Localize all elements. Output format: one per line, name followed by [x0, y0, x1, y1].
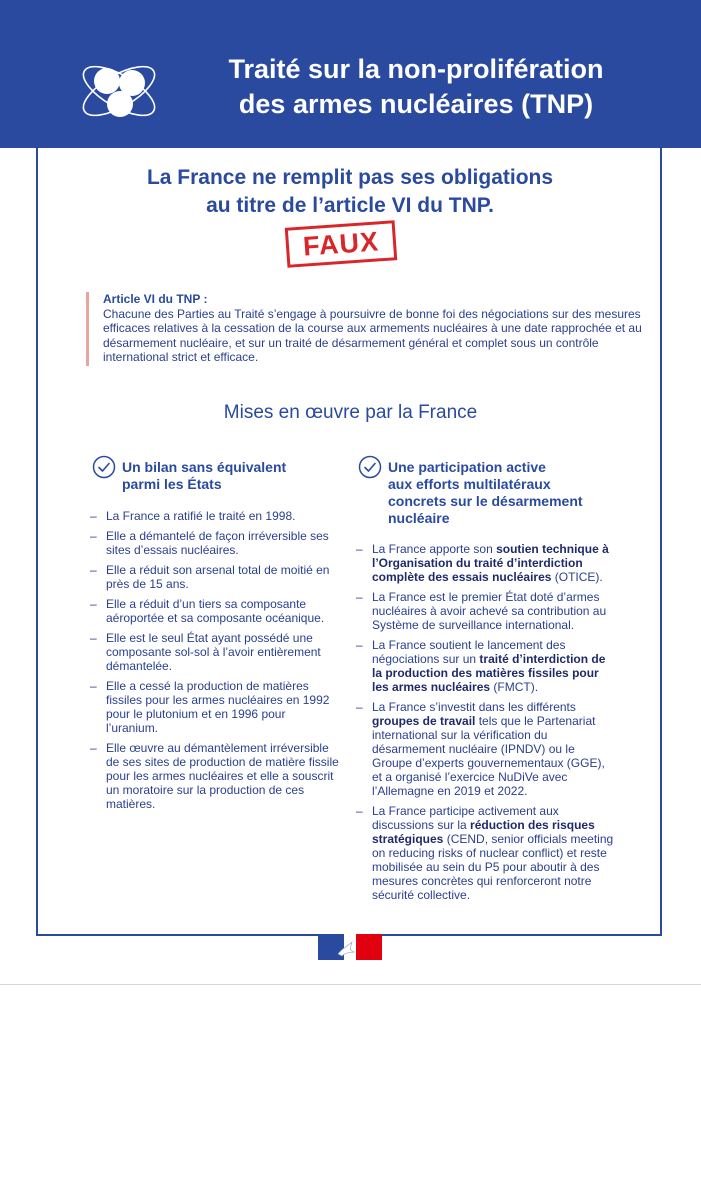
article-quote [86, 292, 643, 366]
left-column-list [90, 509, 340, 817]
atom-logo-icon [74, 46, 164, 136]
faux-stamp: FAUX [285, 220, 398, 268]
list-item: – La France soutient le lancement des négociations sur un traité d’interdiction de la production des matières fissiles pour les armes nucléaires (FMCT). [356, 638, 618, 694]
left-column-heading [122, 459, 342, 493]
article-text: Chacune des Parties au Traité s’engage à poursuivre de bonne foi des négociations sur des mesures efficaces relatives à la cessation de la course aux armements nucléaires à une date rapprochée et au désarmement nucléaire, et sur un traité de désarmement général et complet sous un contrôle international strict et efficace. [103, 306, 642, 364]
page-title [186, 52, 646, 122]
list-item: – Elle a réduit son arsenal total de moitié en près de 15 ans. [90, 563, 340, 591]
list-item: – La France apporte son soutien technique à l’Organisation du traité d’interdiction complète des essais nucléaires (OTICE). [356, 542, 618, 584]
right-heading-line-2: aux efforts multilatéraux [388, 476, 551, 492]
list-item: – Elle est le seul État ayant possédé une composante sol-sol à l’avoir entièrement démantelée. [90, 631, 340, 673]
list-item: – La France s’investit dans les différents groupes de travail tels que le Partenariat international sur la vérification du désarmement nucléaire (IPNDV) ou le Groupe d’experts gouvernementaux (GGE), et a organisé l’exercice NuDiVe avec l’Allemagne en 2019 et 2022. [356, 700, 618, 798]
left-heading-line-2: parmi les États [122, 476, 222, 492]
right-column-heading [388, 459, 628, 527]
title-line-1: Traité sur la non-prolifération [228, 54, 604, 84]
republique-francaise-flag-logo [318, 934, 382, 960]
list-item: – Elle a démantelé de façon irréversible ses sites d’essais nucléaires. [90, 529, 340, 557]
check-circle-icon [92, 455, 116, 479]
headline-line-2: au titre de l’article VI du TNP. [206, 194, 494, 217]
headline-line-1: La France ne remplit pas ses obligations [146, 166, 554, 189]
list-item: – Elle a réduit d’un tiers sa composante aéroportée et sa composante océanique. [90, 597, 340, 625]
article-label: Article VI du TNP : [103, 292, 208, 306]
right-heading-line-4: nucléaire [388, 510, 450, 526]
right-heading-line-3: concrets sur le désarmement [388, 493, 583, 509]
claim-headline [90, 164, 610, 220]
right-heading-line-1: Une participation active [388, 459, 546, 475]
title-line-2: des armes nucléaires (TNP) [238, 89, 594, 119]
right-column-list [356, 542, 618, 908]
list-item: – Elle œuvre au démantèlement irréversible de ses sites de production de matière fissile pour les armes nucléaires et elle a souscrit un moratoire sur la production de ces matières. [90, 741, 340, 811]
list-item: – Elle a cessé la production de matières fissiles pour les armes nucléaires en 1992 pour le plutonium et en 1996 pour l’uranium. [90, 679, 340, 735]
list-item: – La France a ratifié le traité en 1998. [90, 509, 340, 523]
list-item: – La France est le premier État doté d’armes nucléaires à avoir achevé sa contribution au Système de surveillance international. [356, 590, 618, 632]
left-heading-line-1: Un bilan sans équivalent [122, 459, 287, 475]
list-item: – La France participe activement aux discussions sur la réduction des risques stratégiques (CEND, senior officials meeting on reducing risks of nuclear conflict) et reste mobilisée au sein du P5 pour aboutir à des mesures concrètes qui renforceront notre sécurité collective. [356, 804, 618, 902]
section-title: Mises en œuvre par la France [223, 402, 478, 423]
check-circle-icon [358, 455, 382, 479]
